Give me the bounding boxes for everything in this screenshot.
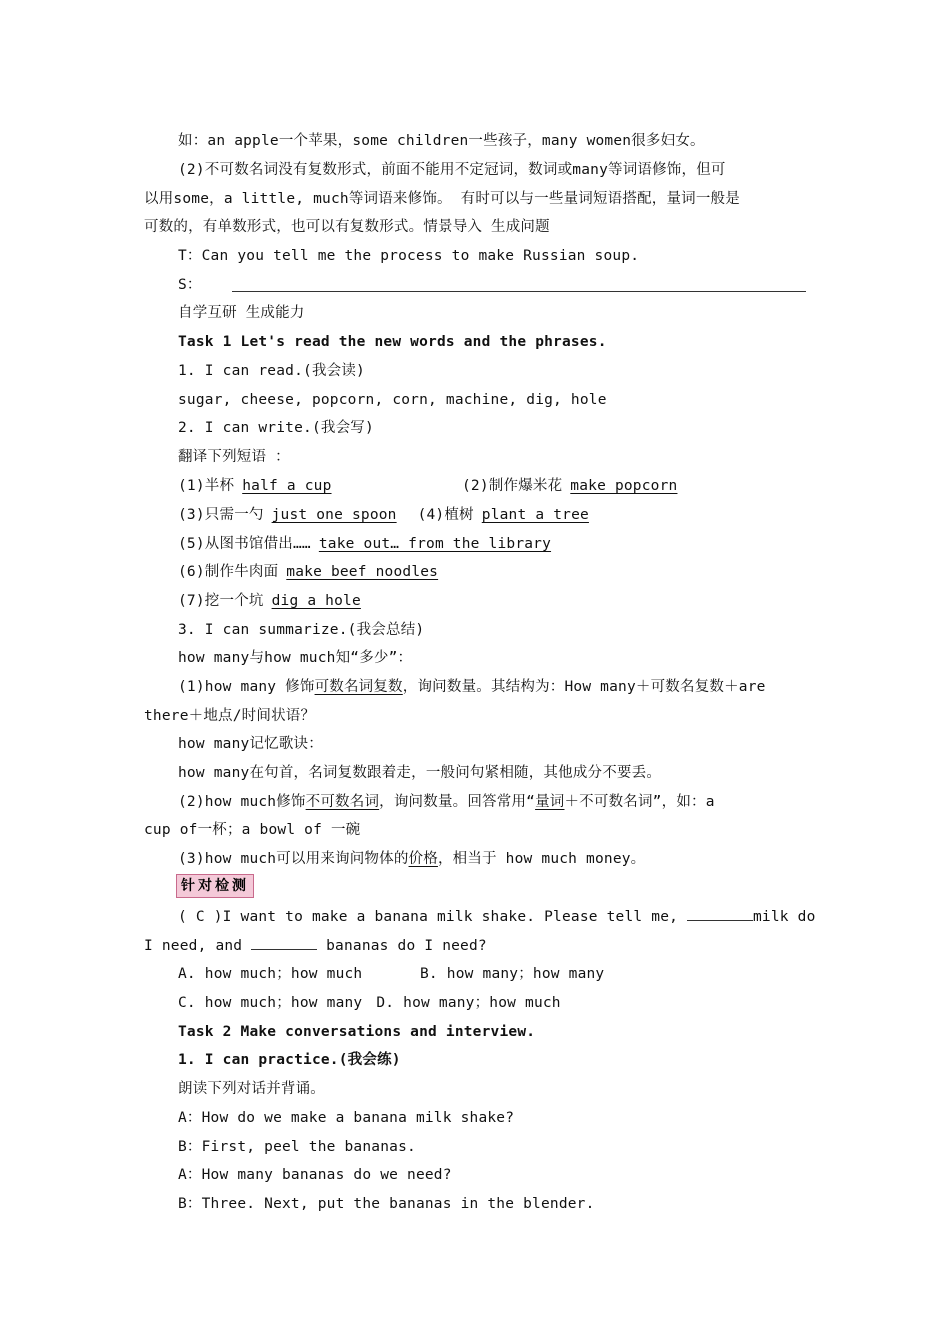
quiz-option: A. how much；how much bbox=[178, 966, 363, 982]
task-heading: Task 1 Let's read the new words and the phrases. bbox=[178, 334, 607, 350]
text-span: bananas do I need? bbox=[317, 938, 487, 954]
text-line: 以用some，a little, much等词语来修饰。 有时可以与一些量词短语搭配，量词一般是 bbox=[144, 191, 740, 207]
text-span: ＋不可数名词”，如：a bbox=[564, 794, 715, 810]
text-line: 3. I can summarize.(我会总结) bbox=[178, 622, 425, 638]
phrase-answer: half a cup bbox=[242, 478, 332, 494]
phrase-label: (1)半杯 bbox=[178, 478, 235, 494]
quiz-question bbox=[178, 906, 816, 928]
text-line: how many在句首，名词复数跟着走，一般问句紧相随，其他成分不要丢。 bbox=[178, 765, 662, 781]
instruction: 朗读下列对话并背诵。 bbox=[178, 1081, 325, 1097]
underlined-term: 量词 bbox=[535, 794, 565, 810]
text-line: T：Can you tell me the process to make Russian soup. bbox=[178, 248, 640, 264]
text-span: (1)how many 修饰 bbox=[178, 679, 315, 695]
text-span: (2)how much修饰 bbox=[178, 794, 306, 810]
answer-blank bbox=[687, 906, 753, 921]
phrase-label: (3)只需一勺 bbox=[178, 507, 264, 523]
phrase-row bbox=[462, 475, 677, 497]
text-line: (2)不可数名词没有复数形式，前面不能用不定冠词，数词或many等词语修饰，但可 bbox=[178, 162, 726, 178]
phrase-label: (5)从图书馆借出…… bbox=[178, 536, 311, 552]
underlined-term: 价格 bbox=[408, 851, 438, 867]
text-line bbox=[178, 676, 806, 698]
dialogue-line: A：How do we make a banana milk shake? bbox=[178, 1110, 515, 1126]
answer-blank-line bbox=[232, 291, 806, 292]
text-span: ，询问数量。回答常用“ bbox=[379, 794, 536, 810]
task-heading: Task 2 Make conversations and interview. bbox=[178, 1024, 536, 1040]
underlined-term: 可数名词复数 bbox=[314, 679, 403, 695]
text-line: cup of一杯；a bowl of 一碗 bbox=[144, 822, 361, 838]
text-line bbox=[178, 848, 806, 870]
text-span: I need, and bbox=[144, 938, 252, 954]
phrase-label: (4)植树 bbox=[417, 507, 474, 523]
text-span: (3)how much可以用来询问物体的 bbox=[178, 851, 409, 867]
text-line bbox=[178, 791, 806, 813]
phrase-row bbox=[178, 590, 806, 612]
quiz-option bbox=[178, 992, 806, 1014]
dialogue-line: B：First, peel the bananas. bbox=[178, 1139, 416, 1155]
text-line: 可数的，有单数形式，也可以有复数形式。情景导入 生成问题 bbox=[144, 219, 550, 235]
phrase-label: (6)制作牛肉面 bbox=[178, 564, 279, 580]
text-line: 如：an apple一个苹果，some children一些孩子，many women很多妇女。 bbox=[178, 133, 705, 149]
phrase-row bbox=[178, 504, 806, 526]
text-span: ，询问数量。其结构为：How many＋可数名复数＋are bbox=[402, 679, 766, 695]
text-span: D. how many；how much bbox=[376, 995, 561, 1011]
student-answer-label: S： bbox=[178, 277, 202, 293]
text-span: milk do bbox=[753, 909, 816, 925]
text-line: 1. I can read.(我会读) bbox=[178, 363, 365, 379]
text-span: ，相当于 how much money。 bbox=[437, 851, 646, 867]
instruction: 翻译下列短语 ： bbox=[178, 449, 290, 465]
quiz-question bbox=[144, 935, 806, 957]
phrase-row bbox=[178, 561, 806, 583]
text-line: 2. I can write.(我会写) bbox=[178, 420, 374, 436]
text-line: there＋地点/时间状语？ bbox=[144, 708, 316, 724]
dialogue-line: A：How many bananas do we need? bbox=[178, 1167, 452, 1183]
quiz-option: B. how many；how many bbox=[420, 966, 605, 982]
text-span: C. how much；how many bbox=[178, 995, 363, 1011]
phrase-answer: take out… from the library bbox=[318, 536, 552, 552]
word-list: sugar, cheese, popcorn, corn, machine, dig, hole bbox=[178, 392, 607, 408]
phrase-label: (2)制作爆米花 bbox=[462, 478, 563, 494]
text-line: 1. I can practice.(我会练) bbox=[178, 1052, 401, 1068]
phrase-answer: plant a tree bbox=[481, 507, 589, 523]
phrase-answer: make beef noodles bbox=[286, 564, 439, 580]
practice-badge: 针对检测 bbox=[176, 874, 254, 898]
phrase-label: (7)挖一个坑 bbox=[178, 593, 264, 609]
text-line: how many记忆歌诀： bbox=[178, 736, 323, 752]
phrase-answer: dig a hole bbox=[271, 593, 361, 609]
phrase-answer: just one spoon bbox=[271, 507, 397, 523]
section-heading: 自学互研 生成能力 bbox=[178, 305, 305, 321]
text-span: ( C )I want to make a banana milk shake. Please tell me, bbox=[178, 909, 687, 925]
phrase-row bbox=[178, 533, 806, 555]
answer-blank bbox=[251, 935, 317, 950]
dialogue-line: B：Three. Next, put the bananas in the blender. bbox=[178, 1196, 595, 1212]
text-line: how many与how much知“多少”： bbox=[178, 650, 413, 666]
underlined-term: 不可数名词 bbox=[305, 794, 380, 810]
phrase-answer: make popcorn bbox=[570, 478, 678, 494]
